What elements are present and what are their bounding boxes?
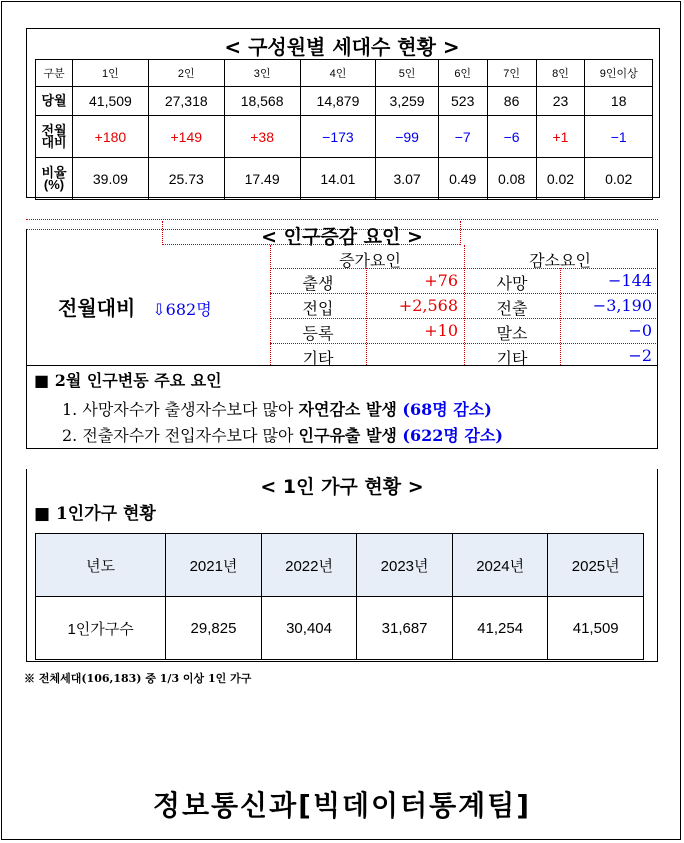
table-row [36,158,653,200]
decrease-factor-value: −144 [608,271,652,290]
decrease-factor-value: −2 [628,346,652,365]
reason-number: 1. [62,400,83,419]
table-cell: 29,825 [166,597,262,660]
column-header: 2025년 [548,534,644,597]
table-cell: 41,509 [73,87,149,116]
row-label: 1인가구수 [36,597,166,660]
table-cell: −6 [487,116,536,158]
table-cell: 3.07 [376,158,438,200]
row-label: 당월 [36,87,73,116]
column-header: 2022년 [261,534,357,597]
reason-item [62,423,503,449]
table-row [36,87,653,116]
table-cell: 18,568 [224,87,300,116]
reason-text: 사망자수가 출생자수보다 많아 [82,400,299,419]
reason-number: 2. [62,426,83,445]
department-name: 정보통신과[빅데이터통계팀] [152,789,532,822]
table-cell: −173 [300,116,376,158]
household-title: < 구성원별 세대수 현황 > [224,35,460,59]
table-cell: +149 [148,116,224,158]
header-label: 년도 [36,534,166,597]
monthly-change-text: 전월대비 [58,296,136,320]
reasons-heading: ■ 2월 인구변동 주요 요인 [34,371,222,390]
table-cell: 27,318 [148,87,224,116]
table-cell: 23 [536,87,585,116]
reasons-list [62,397,503,449]
row-label: 비율(%) [36,158,73,200]
reason-note: (622명 감소) [396,426,503,445]
column-header: 6인 [438,60,487,87]
table-cell: 31,687 [357,597,453,660]
table-cell: +1 [536,116,585,158]
table-row [36,597,644,660]
column-header: 2인 [148,60,224,87]
single-household-title: < 1인 가구 현황 > [260,476,424,498]
column-header: 9인이상 [585,60,653,87]
single-household-heading: ■ 1인가구 현황 [34,504,156,524]
increase-factor-label: 기타 [302,349,334,368]
decrease-factor-label: 전출 [496,299,528,318]
reason-emphasis: 자연감소 발생 [298,400,397,419]
table-cell: 523 [438,87,487,116]
table-cell: 14.01 [300,158,376,200]
reason-note: (68명 감소) [396,400,492,419]
table-row [36,116,653,158]
decrease-header: 감소요인 [529,251,591,270]
decrease-factor-label: 말소 [496,324,528,343]
table-cell: 41,254 [452,597,548,660]
table-cell: 18 [585,87,653,116]
table-cell: 39.09 [73,158,149,200]
decrease-factor-value: −0 [628,321,652,340]
footnote: ※ 전체세대(106,183) 중 1/3 이상 1인 가구 [24,672,252,685]
column-header: 1인 [73,60,149,87]
factor-table [270,269,656,368]
decrease-factor-value: −3,190 [592,296,652,315]
table-cell: −99 [376,116,438,158]
factor-row [270,294,656,319]
table-cell: +38 [224,116,300,158]
column-header: 2024년 [452,534,548,597]
increase-factor-label: 전입 [302,299,334,318]
single-household-header-row [36,534,644,597]
table-cell: 14,879 [300,87,376,116]
table-cell: 0.08 [487,158,536,200]
reason-text: 전출자수가 전입자수보다 많아 [82,426,299,445]
column-header: 2023년 [357,534,453,597]
increase-factor-label: 출생 [302,274,334,293]
increase-factor-value: +76 [424,271,458,290]
column-header: 3인 [224,60,300,87]
header-label: 구분 [36,60,73,87]
table-cell: 25.73 [148,158,224,200]
table-cell: 0.49 [438,158,487,200]
reason-emphasis: 인구유출 발생 [298,426,397,445]
table-cell: 41,509 [548,597,644,660]
increase-header: 증가요인 [339,251,401,270]
population-title: < 인구증감 요인 > [261,226,423,248]
factor-row [270,269,656,294]
table-cell: 0.02 [536,158,585,200]
decrease-factor-label: 사망 [496,274,528,293]
increase-factor-value: +2,568 [398,296,458,315]
table-cell: 17.49 [224,158,300,200]
household-header-row [36,60,653,87]
divider [26,219,658,220]
decrease-factor-label: 기타 [496,349,528,368]
column-header: 5인 [376,60,438,87]
household-table [35,59,653,200]
divider [26,365,658,366]
factor-row [270,319,656,344]
reason-item [62,397,503,423]
table-cell: 0.02 [585,158,653,200]
single-household-table [35,533,644,660]
table-cell: 3,259 [376,87,438,116]
column-header: 7인 [487,60,536,87]
table-cell: 86 [487,87,536,116]
monthly-change-value: ⇩682명 [152,300,212,319]
table-cell: −1 [585,116,653,158]
table-cell: 30,404 [261,597,357,660]
increase-factor-label: 등록 [302,324,334,343]
monthly-change-label [58,292,212,321]
increase-factor-value: +10 [424,321,458,340]
column-header: 4인 [300,60,376,87]
table-cell: +180 [73,116,149,158]
column-header: 8인 [536,60,585,87]
table-cell: −7 [438,116,487,158]
column-header: 2021년 [166,534,262,597]
row-label: 전월대비 [36,116,73,158]
